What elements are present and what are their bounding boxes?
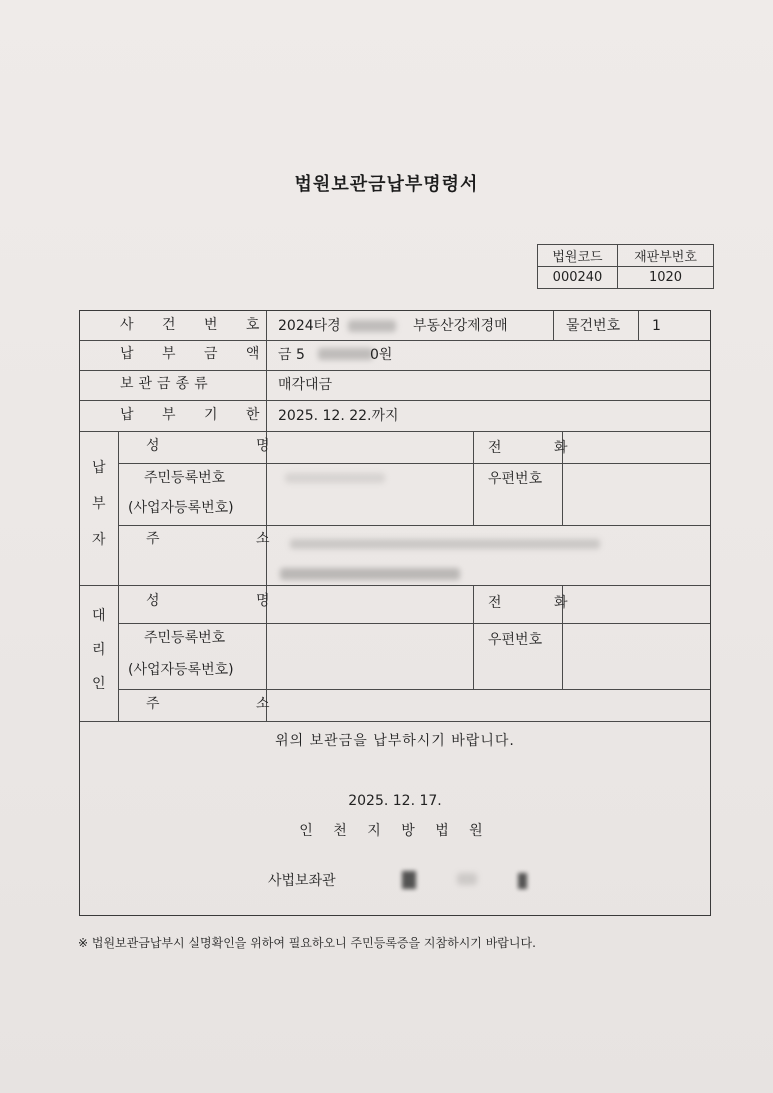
dept-no-label: 재판부번호 — [618, 245, 714, 267]
payer-address-label: 주 소 — [146, 531, 316, 547]
item-number-value: 1 — [652, 318, 661, 334]
dept-no-value: 1020 — [618, 267, 714, 289]
amount-label: 납 부 금 액 — [120, 346, 272, 362]
agent-section-char-3: 인 — [92, 676, 106, 692]
court-code-label: 법원코드 — [538, 245, 618, 267]
payer-postal-code-label: 우편번호 — [488, 471, 543, 487]
payer-section-char-1: 납 — [92, 460, 106, 476]
deposit-type-value: 매각대금 — [278, 377, 333, 393]
redacted-payer-address-line2 — [280, 568, 460, 580]
case-number-label: 사 건 번 호 — [120, 317, 272, 333]
agent-section-char-2: 리 — [92, 642, 106, 658]
due-date-value: 2025. 12. 22.까지 — [278, 408, 399, 424]
court-code-box — [537, 244, 714, 289]
agent-postal-code-label: 우편번호 — [488, 632, 543, 648]
redacted-amount — [318, 348, 373, 360]
payer-business-no-label: (사업자등록번호) — [128, 500, 234, 516]
amount-prefix: 금 5 — [278, 347, 305, 363]
payer-name-label: 성 명 — [146, 438, 316, 454]
officer-title: 사법보좌관 — [268, 873, 336, 889]
agent-name-label: 성 명 — [146, 593, 316, 609]
agent-section-char-1: 대 — [92, 608, 106, 624]
court-code-value: 000240 — [538, 267, 618, 289]
case-type-value: 부동산강제경매 — [413, 318, 508, 334]
payer-section-char-3: 자 — [92, 532, 106, 548]
amount-suffix: 0원 — [370, 347, 393, 363]
redacted-officer-name-2 — [457, 873, 477, 885]
agent-business-no-label: (사업자등록번호) — [128, 662, 234, 678]
redacted-payer-address-line1 — [290, 539, 600, 549]
due-date-label: 납 부 기 한 — [120, 407, 272, 423]
payer-phone-label: 전 화 — [488, 440, 592, 456]
agent-resident-no-label: 주민등록번호 — [144, 630, 226, 646]
redacted-case-number — [348, 320, 396, 332]
redacted-officer-name-3 — [518, 873, 527, 889]
footnote: ※ 법원보관금납부시 실명확인을 위하여 필요하오니 주민등록증을 지참하시기 바랍니다. — [78, 936, 536, 950]
agent-phone-label: 전 화 — [488, 595, 592, 611]
agent-address-label: 주 소 — [146, 696, 316, 712]
case-number-value: 2024타경 — [278, 318, 341, 334]
redacted-officer-name-1 — [402, 871, 416, 889]
document-title: 법원보관금납부명령서 — [294, 174, 479, 195]
deposit-type-label: 보관금종류 — [120, 376, 213, 392]
payer-section-char-2: 부 — [92, 496, 106, 512]
issue-date: 2025. 12. 17. — [348, 793, 442, 809]
redacted-payer-resident-no — [285, 473, 385, 483]
item-number-label: 물건번호 — [566, 318, 621, 334]
payment-order-table — [79, 310, 711, 916]
statement-text: 위의 보관금을 납부하시기 바랍니다. — [275, 733, 515, 749]
court-name: 인 천 지 방 법 원 — [299, 823, 491, 839]
payer-resident-no-label: 주민등록번호 — [144, 470, 226, 486]
